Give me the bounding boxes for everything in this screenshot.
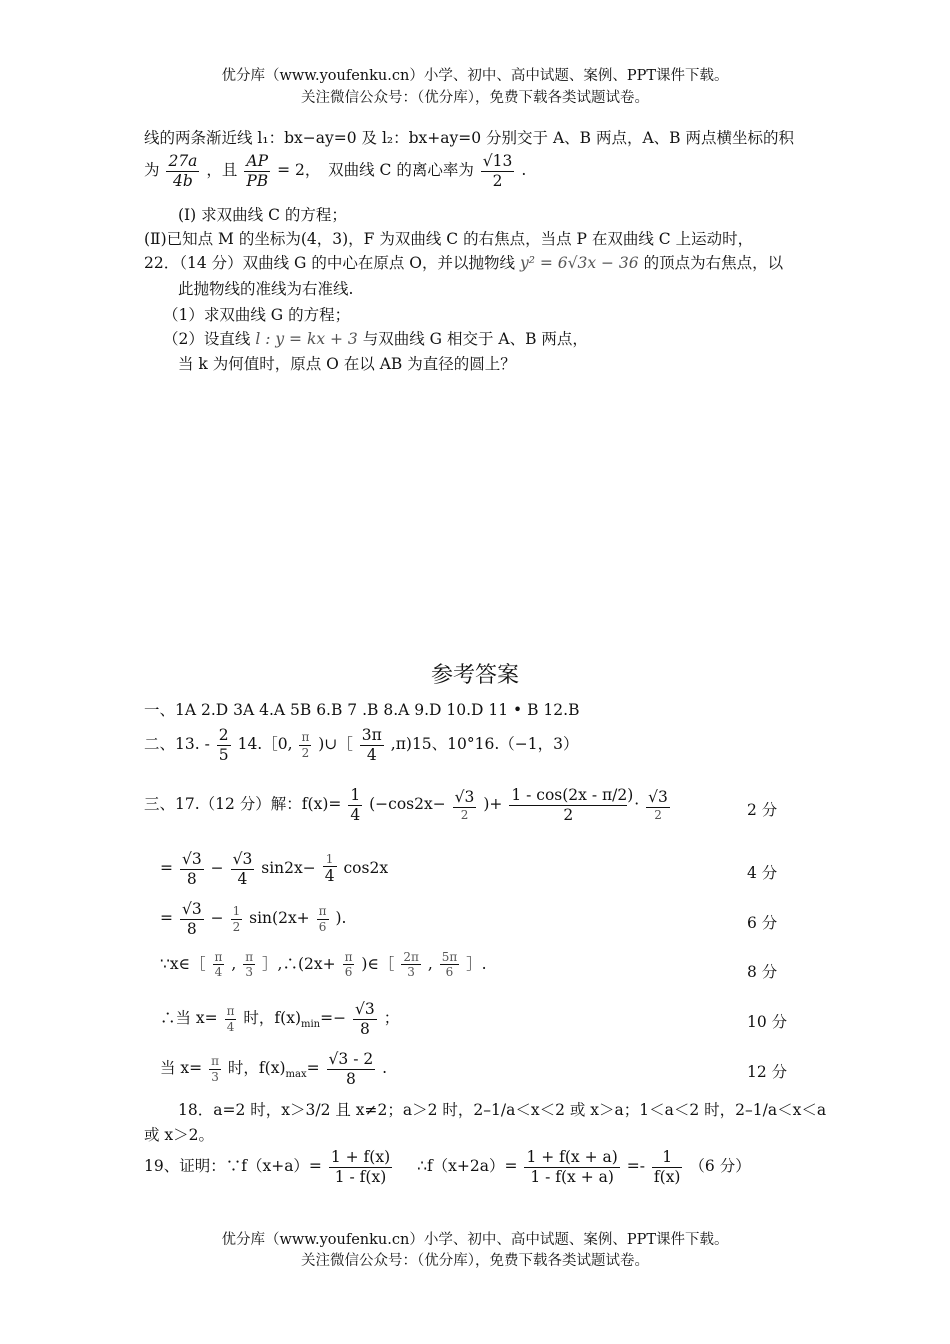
fraction: $\frac{1 + f(x)}{1 - f(x)}$ xyxy=(330,1148,391,1186)
footer-line-2: 关注微信公众号：（优分库），免费下载各类试题试卷。 xyxy=(301,1253,649,1269)
fraction: $\frac{\pi}{6}$ xyxy=(318,904,327,934)
fraction: $\frac{AP}{PB}$ xyxy=(246,152,269,190)
q19-line: 19、证明：∵f（x+a）= $\frac{1 + f(x)}{1 - f(x)}$ ∴f（x+2a）= $\frac{1 + f(x + a)}{1 - f(x + a)}$ =- $\frac{1}{f(x)}$ （6 分） xyxy=(144,1148,751,1186)
q18-line-1: 18．a=2 时，x＞3/2 且 x≠2；a＞2 时，2–1/a＜x＜2 或 x＞a；1＜a＜2 时，2–1/a＜x＜a xyxy=(178,1101,827,1119)
q21-line-1: 线的两条渐近线 l₁：bx−ay=0 及 l₂：bx+ay=0 分别交于 A、B 两点，A、B 两点横坐标的积 xyxy=(144,129,794,147)
fraction: $\frac{√3}{4}$ xyxy=(232,850,253,888)
fraction: $\frac{√3 - 2}{8}$ xyxy=(328,1050,374,1088)
fraction: $\frac{3\pi}{4}$ xyxy=(361,726,382,764)
fraction: $\frac{1}{f(x)}$ xyxy=(653,1148,681,1186)
fraction: $\frac{\pi}{3}$ xyxy=(245,950,254,980)
fraction: $\frac{1 - \cos(2x - \pi/2)}{2}$ xyxy=(511,786,634,824)
header-line-2: 关注微信公众号：（优分库），免费下载各类试题试卷。 xyxy=(301,90,649,106)
fraction: $\frac{5\pi}{6}$ xyxy=(441,950,458,980)
q17-line-6: 当 x= $\frac{\pi}{3}$ 时，$f(x)_{max}=$ $\frac{√3 - 2}{8}$ . xyxy=(160,1050,388,1088)
score-label: 8 分 xyxy=(747,963,778,981)
fraction: $\frac{√13}{2}$ xyxy=(482,152,513,190)
footer-line-1: 优分库（www.youfenku.cn）小学、初中、高中试题、案例、PPT课件下载。 xyxy=(221,1232,729,1248)
q17-line-4: ∵x∈［ $\frac{\pi}{4}$ , $\frac{\pi}{3}$ ］,∴(2x+ $\frac{\pi}{6}$ )∈［ $\frac{2\pi}{3}$ , $\frac{5\pi}{6}$ ］. xyxy=(160,950,487,980)
answers-section-2: 二、13. - $\frac{2}{5}$ 14.［0, $\frac{\pi}{2}$ )∪［ $\frac{3\pi}{4}$ ,π)15、10°16.（−1，3） xyxy=(144,726,579,764)
q21-part-2: (Ⅱ)已知点 M 的坐标为(4，3)，F 为双曲线 C 的右焦点，当点 P 在双曲线 C 上运动时， xyxy=(144,230,754,248)
score-label: 12 分 xyxy=(747,1063,788,1081)
q21-part-1: (Ⅰ) 求双曲线 C 的方程； xyxy=(178,206,347,224)
fraction: $\frac{1}{4}$ xyxy=(350,786,361,824)
q22-part-2: （2）设直线 l : y = kx + 3 与双曲线 G 相交于 A、B 两点， xyxy=(163,330,588,348)
score-label: 10 分 xyxy=(747,1013,788,1031)
fraction: $\frac{1}{4}$ xyxy=(324,852,335,886)
header-line-1: 优分库（www.youfenku.cn）小学、初中、高中试题、案例、PPT课件下载。 xyxy=(221,68,729,84)
q21-line-2: 为 $\frac{27a}{4b}$ ，且 $\frac{AP}{PB}$ = 2， 双曲线 C 的离心率为 $\frac{√13}{2}$ . xyxy=(144,152,527,190)
fraction: $\frac{\pi}{4}$ xyxy=(226,1004,235,1034)
q22-line-2: 此抛物线的准线为右准线. xyxy=(178,280,354,298)
fraction: $\frac{2\pi}{3}$ xyxy=(403,950,419,980)
fraction: $\frac{√3}{8}$ xyxy=(181,900,202,938)
fraction: $\frac{\pi}{4}$ xyxy=(214,950,223,980)
q18-line-2: 或 x＞2。 xyxy=(144,1126,215,1144)
fraction: $\frac{1 + f(x + a)}{1 - f(x + a)}$ xyxy=(526,1148,618,1186)
fraction: $\frac{27a}{4b}$ xyxy=(168,152,198,190)
q17-line-3: = $\frac{√3}{8}$ − $\frac{1}{2}$ sin(2x+ $\frac{\pi}{6}$ ). xyxy=(160,900,347,938)
q22-line-1: 22．（14 分）双曲线 G 的中心在原点 O，并以抛物线 y² = 6√3x − 36 的顶点为右焦点，以 xyxy=(144,254,784,272)
fraction: $\frac{2}{5}$ xyxy=(218,726,229,764)
q17-line-5: ∴当 x= $\frac{\pi}{4}$ 时，$f(x)_{min}=-$ $\frac{√3}{8}$ ； xyxy=(160,1000,400,1038)
q17-line-1: 三、17.（12 分）解：f(x)= $\frac{1}{4}$ (−cos2x− $\frac{√3}{2}$ )+ $\frac{1 - \cos(2x - \pi/2)}{2}$ · $\frac{√3}{2}$ xyxy=(144,786,668,824)
q22-part-3: 当 k 为何值时，原点 O 在以 AB 为直径的圆上？ xyxy=(178,355,516,373)
fraction: $\frac{\pi}{3}$ xyxy=(211,1054,219,1084)
fraction: $\frac{√3}{2}$ xyxy=(648,788,668,822)
answers-section-1: 一、1A 2.D 3A 4.A 5B 6.B 7 .B 8.A 9.D 10.D 11 • B 12.B xyxy=(144,701,580,719)
fraction: $\frac{1}{2}$ xyxy=(232,904,241,934)
fraction: $\frac{√3}{8}$ xyxy=(181,850,202,888)
answers-title: 参考答案 xyxy=(430,663,519,688)
fraction: $\frac{√3}{2}$ xyxy=(454,788,475,822)
q22-part-1: （1）求双曲线 G 的方程； xyxy=(163,306,351,324)
fraction: $\frac{\pi}{2}$ xyxy=(301,730,310,760)
score-label: 4 分 xyxy=(747,864,778,882)
fraction: $\frac{\pi}{6}$ xyxy=(344,950,353,980)
fraction: $\frac{√3}{8}$ xyxy=(355,1000,375,1038)
score-label: 6 分 xyxy=(747,914,778,932)
score-label: 2 分 xyxy=(747,801,778,819)
q17-line-2: = $\frac{√3}{8}$ − $\frac{√3}{4}$ sin2x− $\frac{1}{4}$ cos2x xyxy=(160,850,389,888)
